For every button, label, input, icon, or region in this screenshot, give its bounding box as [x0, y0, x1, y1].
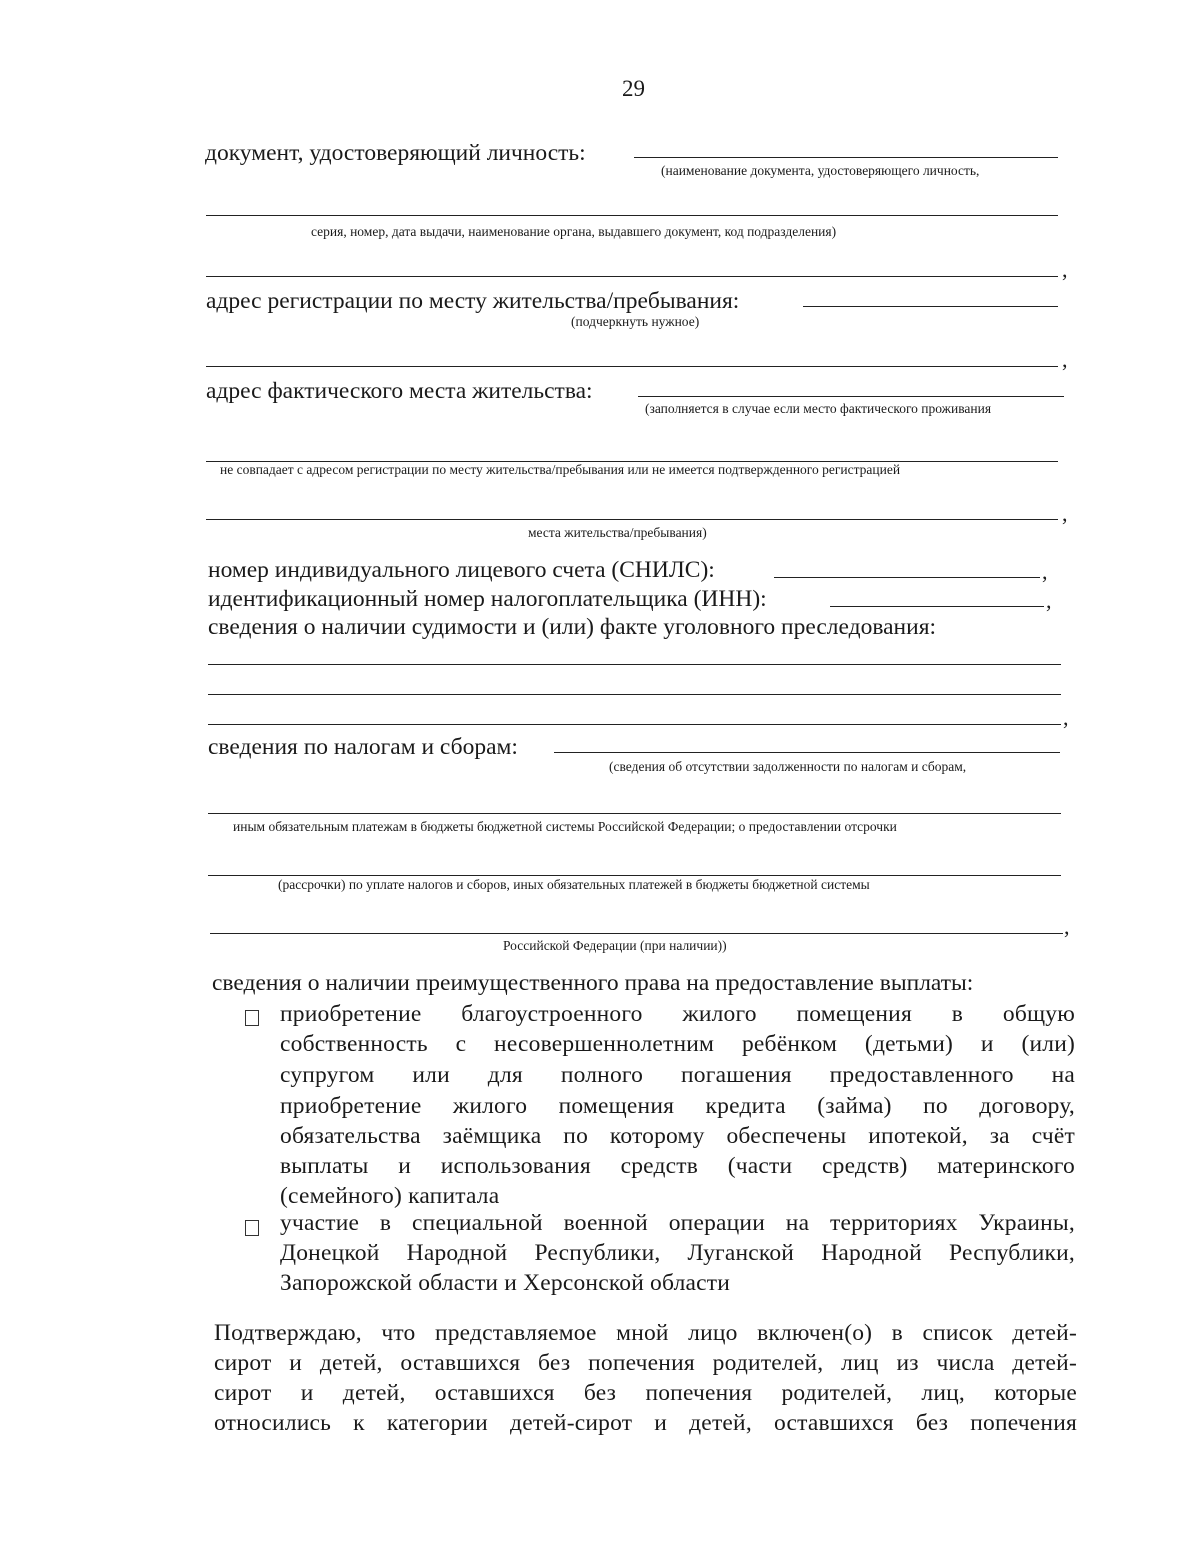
taxes-label: сведения по налогам и сборам:	[208, 734, 518, 760]
taxes-hint-4: Российской Федерации (при наличии))	[503, 938, 727, 953]
doc-field-line-3[interactable]	[206, 276, 1058, 277]
doc-field-hint: (наименование документа, удостоверяющего личность,	[661, 163, 980, 178]
taxes-line-3[interactable]	[208, 875, 1061, 876]
priority-option1-line: (семейного) капитала	[280, 1183, 500, 1209]
priority-option1-line: супругом или для полного погашения предоставленного на	[280, 1062, 1075, 1088]
criminal-line-2[interactable]	[208, 694, 1061, 695]
taxes-hint-2: иным обязательным платежам в бюджеты бюджетной системы Российской Федерации; о предоставлении отсрочки	[233, 819, 897, 834]
reg-address-line[interactable]	[803, 306, 1058, 307]
confirm-line: сирот и детей, оставшихся без попечения родителей, лиц, которые	[214, 1380, 1077, 1406]
priority-option1-line: обязательства заёмщика по которому обеспечены ипотекой, за счёт	[280, 1123, 1075, 1149]
page-number: 29	[622, 76, 645, 101]
priority-option2-line: участие в специальной военной операции на территориях Украины,	[280, 1210, 1075, 1236]
priority-option2-line: Донецкой Народной Республики, Луганской Народной Республики,	[280, 1240, 1075, 1266]
snils-line[interactable]	[774, 577, 1040, 578]
confirm-line: Подтверждаю, что представляемое мной лицо включен(о) в список детей-	[214, 1320, 1077, 1346]
comma: ,	[1063, 705, 1069, 730]
criminal-label: сведения о наличии судимости и (или) факте уголовного преследования:	[208, 614, 937, 640]
priority-option1-line: выплаты и использования средств (части средств) материнского	[280, 1153, 1075, 1179]
comma: ,	[1064, 914, 1070, 939]
priority-option1-checkbox[interactable]	[245, 1010, 259, 1026]
priority-label: сведения о наличии преимущественного права на предоставление выплаты:	[212, 970, 974, 996]
reg-address-line-2[interactable]	[206, 366, 1058, 367]
reg-address-label: адрес регистрации по месту жительства/пребывания:	[206, 288, 740, 314]
confirm-line: относились к категории детей-сирот и детей, оставшихся без попечения	[214, 1410, 1077, 1436]
comma: ,	[1062, 501, 1068, 526]
comma: ,	[1042, 559, 1048, 584]
reg-address-hint: (подчеркнуть нужное)	[571, 314, 700, 329]
priority-option1-line: приобретение жилого помещения кредита (займа) по договору,	[280, 1093, 1075, 1119]
actual-address-hint-2: не совпадает с адресом регистрации по месту жительства/пребывания или не имеется подтвержденного регистрацией	[220, 462, 901, 477]
confirm-line: сирот и детей, оставшихся без попечения родителей, лиц из числа детей-	[214, 1350, 1077, 1376]
comma: ,	[1062, 347, 1068, 372]
comma: ,	[1062, 257, 1068, 282]
taxes-hint: (сведения об отсутствии задолженности по налогам и сборам,	[609, 759, 967, 774]
priority-option2-line: Запорожской области и Херсонской области	[280, 1270, 731, 1296]
priority-option1-line: собственность с несовершеннолетним ребёнком (детьми) и (или)	[280, 1031, 1075, 1057]
actual-address-hint: (заполняется в случае если место фактического проживания	[645, 401, 992, 416]
actual-address-line-3[interactable]	[206, 519, 1058, 520]
priority-option2-checkbox[interactable]	[245, 1220, 259, 1236]
actual-address-line[interactable]	[638, 396, 1064, 397]
taxes-hint-3: (рассрочки) по уплате налогов и сборов, иных обязательных платежей в бюджеты бюджетной системы	[278, 877, 870, 892]
taxes-line[interactable]	[554, 752, 1060, 753]
criminal-line-3[interactable]	[208, 724, 1061, 725]
comma: ,	[1046, 588, 1052, 613]
taxes-line-4[interactable]	[210, 933, 1063, 934]
actual-address-label: адрес фактического места жительства:	[206, 378, 593, 404]
doc-field-label: документ, удостоверяющий личность:	[205, 140, 586, 166]
inn-line[interactable]	[830, 606, 1044, 607]
inn-label: идентификационный номер налогоплательщика (ИНН):	[208, 586, 767, 612]
doc-field-line[interactable]	[634, 157, 1058, 158]
criminal-line-1[interactable]	[208, 664, 1061, 665]
doc-field-hint-2: серия, номер, дата выдачи, наименование органа, выдавшего документ, код подразделения)	[311, 224, 837, 239]
snils-label: номер индивидуального лицевого счета (СНИЛС):	[208, 557, 715, 583]
actual-address-hint-3: места жительства/пребывания)	[528, 525, 707, 540]
priority-option1-line: приобретение благоустроенного жилого помещения в общую	[280, 1001, 1075, 1027]
doc-field-line-2[interactable]	[206, 215, 1058, 216]
taxes-line-2[interactable]	[208, 813, 1061, 814]
